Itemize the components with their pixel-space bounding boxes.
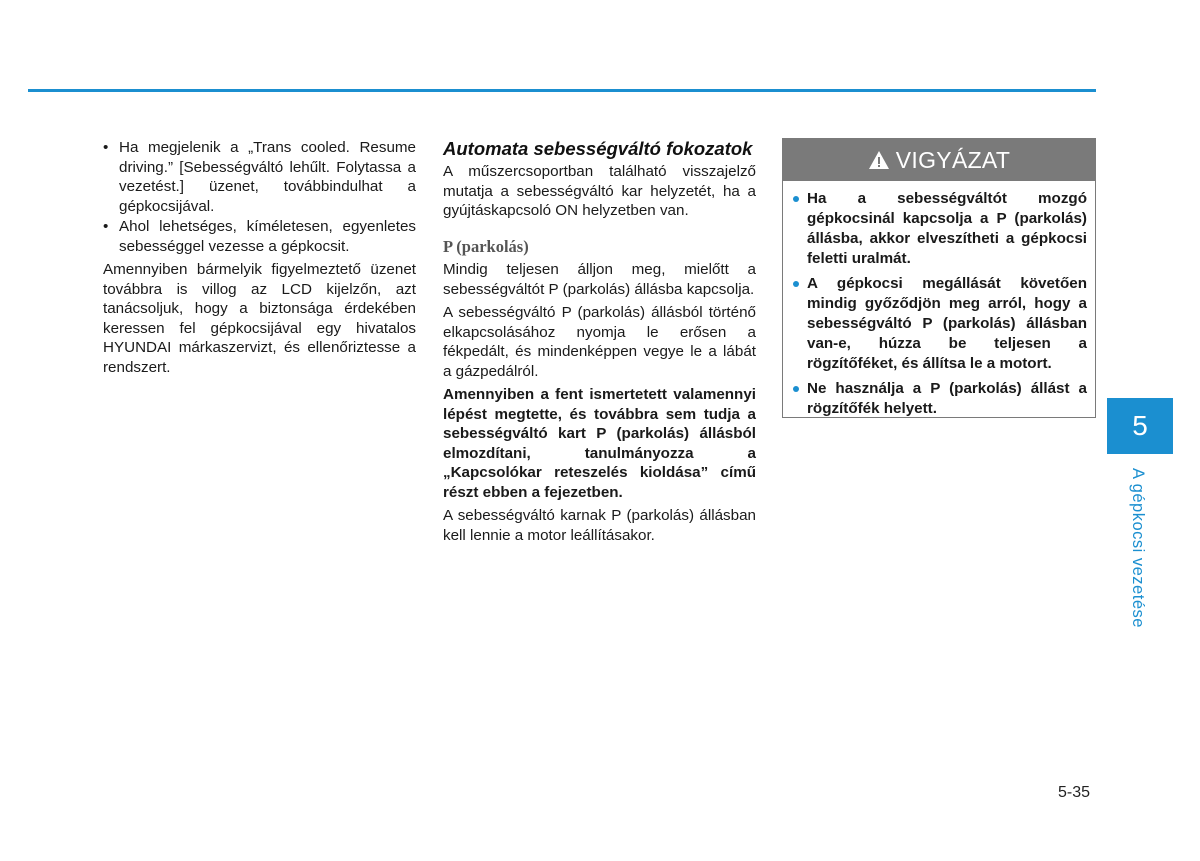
warning-header xyxy=(783,139,1095,181)
section-heading: Automata sebességváltó fokozatok xyxy=(443,138,753,159)
chapter-title: A gépkocsi vezetése xyxy=(1129,468,1147,628)
column-left xyxy=(103,138,416,381)
list-item: Ha a sebességváltót mozgó gépkocsinál kapcsolja a P (parkolás) állásba, akkor elveszítheti a gépkocsi feletti uralmát. xyxy=(791,189,1087,269)
list-item: A gépkocsi megállását követően mindig győződjön meg arról, hogy a sebességváltó P (parkolás) állásban van-e, húzza be teljesen a rögzítőféket, és állítsa le a motort. xyxy=(791,274,1087,374)
paragraph: Amennyiben bármelyik figyelmeztető üzenet továbbra is villog az LCD kijelzőn, azt tanácsoljuk, hogy a biztonsága érdekében keressen fel gépkocsijával egy hivatalos HYUNDAI márkaszervizt, és ellenőriztesse a rendszert. xyxy=(103,261,416,376)
paragraph: A sebességváltó P (parkolás) állásból történő elkapcsolásához nyomja le erősen a fékpedált, és mindenképpen vegye le a lábát a gázpedálról. xyxy=(443,304,756,380)
bullet-icon xyxy=(793,386,799,392)
bullet-list xyxy=(103,138,416,256)
header-rule xyxy=(28,89,1096,92)
list-item: Ne használja a P (parkolás) állást a rögzítőfék helyett. xyxy=(791,379,1087,419)
warning-list xyxy=(783,189,1095,419)
paragraph: A sebességváltó karnak P (parkolás) állásban kell lennie a motor leállításakor. xyxy=(443,507,756,544)
column-middle xyxy=(443,138,756,549)
bullet-icon xyxy=(793,281,799,287)
chapter-tab: 5 xyxy=(1107,398,1173,454)
list-item: • Ha megjelenik a „Trans cooled. Resume driving.” [Sebességváltó lehűlt. Folytassa a vezetést.] üzenet, továbbindulhat a gépkocsijával. xyxy=(103,139,416,215)
page-number: 5-35 xyxy=(1058,784,1091,801)
warning-triangle-icon xyxy=(868,150,890,170)
warning-box xyxy=(782,138,1096,418)
warning-title: VIGYÁZAT xyxy=(895,146,1011,173)
bold-paragraph: Amennyiben a fent ismertetett valamennyi lépést megtette, és továbbra sem tudja a sebességváltó kart P (parkolás) állásból elmozdítani, tanulmányozza a „Kapcsolókar reteszelés kioldása” című részt ebben a fejezetben. xyxy=(443,386,756,501)
bullet-icon xyxy=(793,196,799,202)
subsection-heading: P (parkolás) xyxy=(443,236,529,256)
paragraph: Mindig teljesen álljon meg, mielőtt a sebességváltót P (parkolás) állásba kapcsolja. xyxy=(443,261,756,298)
paragraph: A műszercsoportban található visszajelző mutatja a sebességváltó kar helyzetét, ha a gyújtáskapcsoló ON helyzetben van. xyxy=(443,163,756,219)
list-item: • Ahol lehetséges, kíméletesen, egyenletes sebességgel vezesse a gépkocsit. xyxy=(103,218,416,255)
